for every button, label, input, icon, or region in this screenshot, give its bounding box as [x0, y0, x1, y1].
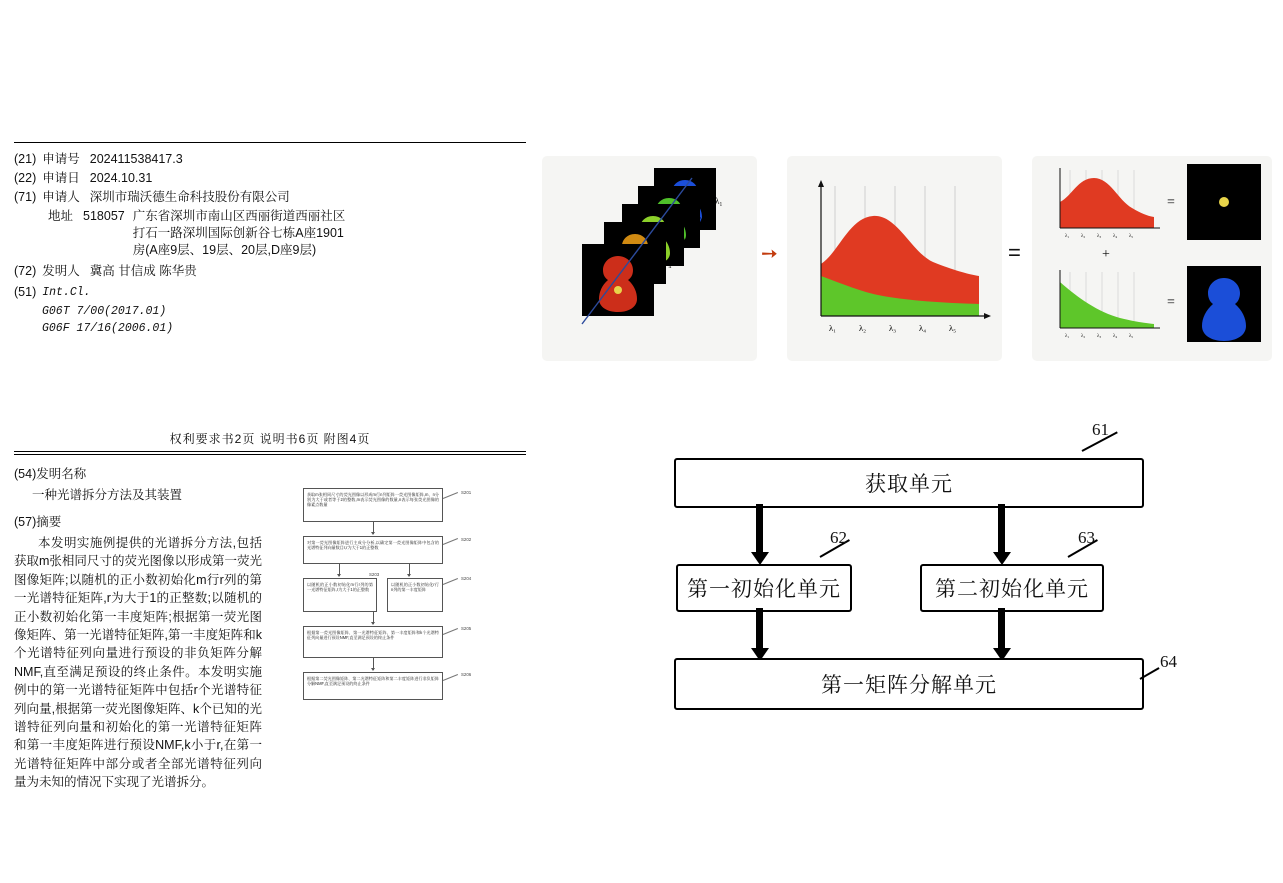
equals-sign-bottom: = [1167, 295, 1175, 310]
flow-step-S206: 根据第二荧光图像矩阵、第二光谱特征矩阵和第二丰度矩阵进行非负矩阵分解NMF,直至满足预设的终止条件 [303, 672, 443, 700]
svg-text:λ₅: λ₅ [1129, 234, 1134, 239]
field-code-54: (54) [14, 467, 37, 481]
application-number-label: 申请号 [42, 152, 80, 166]
arrow-stem-63-64 [998, 608, 1005, 650]
svg-text:λ₁: λ₁ [1065, 334, 1070, 339]
flow-arrowhead-2a [337, 574, 341, 577]
flow-leader-S205 [443, 628, 458, 635]
flow-step-id-S205: S205 [461, 626, 472, 631]
unmixed-results-svg [1032, 156, 1272, 361]
flow-arrowhead-4 [371, 668, 375, 671]
svg-text:λ₃: λ₃ [1097, 234, 1102, 239]
applicant-label: 申请人 [42, 190, 80, 204]
svg-text:λ₄: λ₄ [1113, 234, 1118, 239]
applicant-row [14, 189, 526, 206]
flow-step-S204: 以随机的正小数初始化r行n列的第一丰度矩阵 [387, 578, 443, 612]
panel-spectral-plot [787, 156, 1002, 361]
intcl-row [14, 284, 526, 301]
process-arrow-icon: ➙ [761, 243, 778, 265]
abstract-flowchart-thumbnail [295, 488, 513, 743]
intcl-label: Int.Cl. [42, 286, 91, 299]
lambda-5-label: λ₅ [640, 298, 648, 308]
arrow-stem-61-62 [756, 504, 763, 554]
page-count-line: 权利要求书2页 说明书6页 附图4页 [169, 432, 371, 446]
block-acquisition-unit: 获取单元 [674, 458, 1144, 508]
biblio-top-rule [14, 142, 526, 143]
plus-sign: + [1102, 247, 1110, 262]
flow-step-id-S202: S202 [461, 537, 472, 542]
applicant-value: 深圳市瑞沃德生命科技股份有限公司 [89, 190, 290, 204]
flow-arrowhead-2b [407, 574, 411, 577]
arrow-stem-62-64 [756, 608, 763, 650]
flow-arrowhead-3 [371, 622, 375, 625]
address-postcode: 518057 [83, 209, 125, 223]
lambda-3-label: λ₃ [682, 236, 690, 246]
application-date-value: 2024.10.31 [89, 171, 153, 185]
application-date-row [14, 170, 526, 187]
flow-leader-S201 [443, 492, 458, 499]
flow-step-S201: 获取m张相同尺寸的荧光图像以形成m行n列矩阵一荧光图像矩阵,m、n分别为大于或者等于2的整数,m表示荧光图像的数量,n表示每张荧光图像的像素点数量 [303, 488, 443, 522]
equals-sign-main: = [1008, 240, 1021, 265]
bibliographic-block [14, 142, 526, 337]
intcl-class-1: G06T 7/00(2017.01) [42, 305, 167, 318]
field-code-51: (51) [14, 285, 37, 299]
flow-step-id-S201: S201 [461, 490, 472, 495]
flow-leader-S204 [443, 578, 458, 585]
flow-step-S205: 根据第一荧光图像矩阵、第一光谱特征矩阵、第一丰度矩阵和k个光谱特征列向量进行预设NMF,直至满足预设的终止条件 [303, 626, 443, 658]
inventor-label: 发明人 [42, 264, 80, 278]
block-second-init-unit: 第二初始化单元 [920, 564, 1104, 612]
address-label: 地址 [48, 209, 74, 223]
title-section-head [14, 464, 526, 482]
flow-leader-S202 [443, 538, 458, 545]
flow-leader-S206 [443, 674, 458, 681]
lambda-4-label: λ₄ [664, 258, 672, 268]
inventor-row [14, 263, 526, 280]
image-stack-svg [542, 156, 757, 361]
apparatus-block-diagram [660, 420, 1200, 720]
flow-step-id-S204: S204 [461, 576, 472, 581]
field-code-57: (57) [14, 515, 37, 529]
lambda-2-label: λ₂ [699, 216, 707, 226]
field-code-72: (72) [14, 264, 37, 278]
flow-arrowhead-1 [371, 532, 375, 535]
field-code-22: (22) [14, 171, 37, 185]
field-code-71: (71) [14, 190, 37, 204]
svg-text:λ₁: λ₁ [1065, 234, 1070, 239]
lambda-1-label: λ₁ [715, 196, 723, 206]
flow-step-id-S206: S206 [461, 672, 472, 677]
block-first-init-unit: 第一初始化单元 [676, 564, 852, 612]
application-number-row [14, 151, 526, 168]
address-text: 广东省深圳市南山区西丽街道西丽社区打石一路深圳国际创新谷七栋A座1901房(A座9层、19层、20层,D座9层) [132, 209, 346, 257]
equals-sign-top: = [1167, 195, 1175, 210]
abstract-divider-rule [14, 451, 526, 455]
ref-number-64: 64 [1160, 652, 1177, 671]
flow-step-S203: 以随机的正小数初始化m行r列的第一光谱特征矩阵,r为大于1的正整数 [303, 578, 377, 612]
svg-text:λ₄: λ₄ [1113, 334, 1118, 339]
application-number-value: 202411538417.3 [89, 152, 183, 166]
intcl-class-2: G06F 17/16(2006.01) [42, 322, 174, 335]
field-code-21: (21) [14, 152, 37, 166]
flow-step-S202: 对第一荧光图像矩阵进行主成分分析,以确定第一荧光图像矩阵中包含的光谱特征列向量数目r,r为大于1的正整数 [303, 536, 443, 564]
ref-number-62: 62 [830, 528, 847, 547]
invention-title: 一种光谱拆分方法及其装置 [32, 488, 183, 502]
title-section-label: 发明名称 [36, 467, 87, 481]
svg-text:λ₅: λ₅ [1129, 334, 1134, 339]
flow-step-id-S203: S203 [369, 572, 380, 577]
abstract-text: 本发明实施例提供的光谱拆分方法,包括获取m张相同尺寸的荧光图像以形成第一荧光图像矩阵;以随机的正小数初始化m行r列的第一光谱特征矩阵,r为大于1的正整数;以随机的正小数初始化第一丰度矩阵;根据第一荧光图像矩阵、第一光谱特征矩阵,第一丰度矩阵和k个光谱特征列向量进行预设的非负矩阵分解NMF,直至满足预设的终止条件。本发明实施例中的第一光谱特征矩阵中包括r个光谱特征列向量,根据第一荧光图像矩阵、k个已知的光谱特征列向量和初始化的第一光谱特征矩阵和第一丰度矩阵进行预设NMF,k小于r,在第一光谱特征矩阵中部分或者全部光谱特征列向量为未知的情况下实现了光谱拆分。 [14, 536, 262, 790]
block-first-matrix-decomp-unit: 第一矩阵分解单元 [674, 658, 1144, 710]
x-tick-lambda-3: λ₃ [889, 323, 897, 333]
svg-text:λ₃: λ₃ [1097, 334, 1102, 339]
x-tick-lambda-1: λ₁ [829, 323, 837, 333]
spectral-plot-svg [787, 156, 1002, 361]
panel-image-stack [542, 156, 757, 361]
address-row [48, 208, 526, 259]
svg-text:λ₂: λ₂ [1081, 334, 1086, 339]
ref-number-63: 63 [1078, 528, 1095, 547]
x-tick-lambda-5: λ₅ [949, 323, 957, 333]
x-tick-lambda-2: λ₂ [859, 323, 867, 333]
x-tick-lambda-4: λ₄ [919, 323, 927, 333]
spectral-unmixing-figure [542, 156, 1272, 361]
inventor-value: 冀高 甘信成 陈华贵 [89, 264, 197, 278]
panel-unmixed-results [1032, 156, 1272, 361]
svg-text:λ₂: λ₂ [1081, 234, 1086, 239]
arrow-stem-61-63 [998, 504, 1005, 554]
application-date-label: 申请日 [42, 171, 80, 185]
ref-number-61: 61 [1092, 420, 1109, 439]
abstract-section-label: 摘要 [36, 515, 62, 529]
